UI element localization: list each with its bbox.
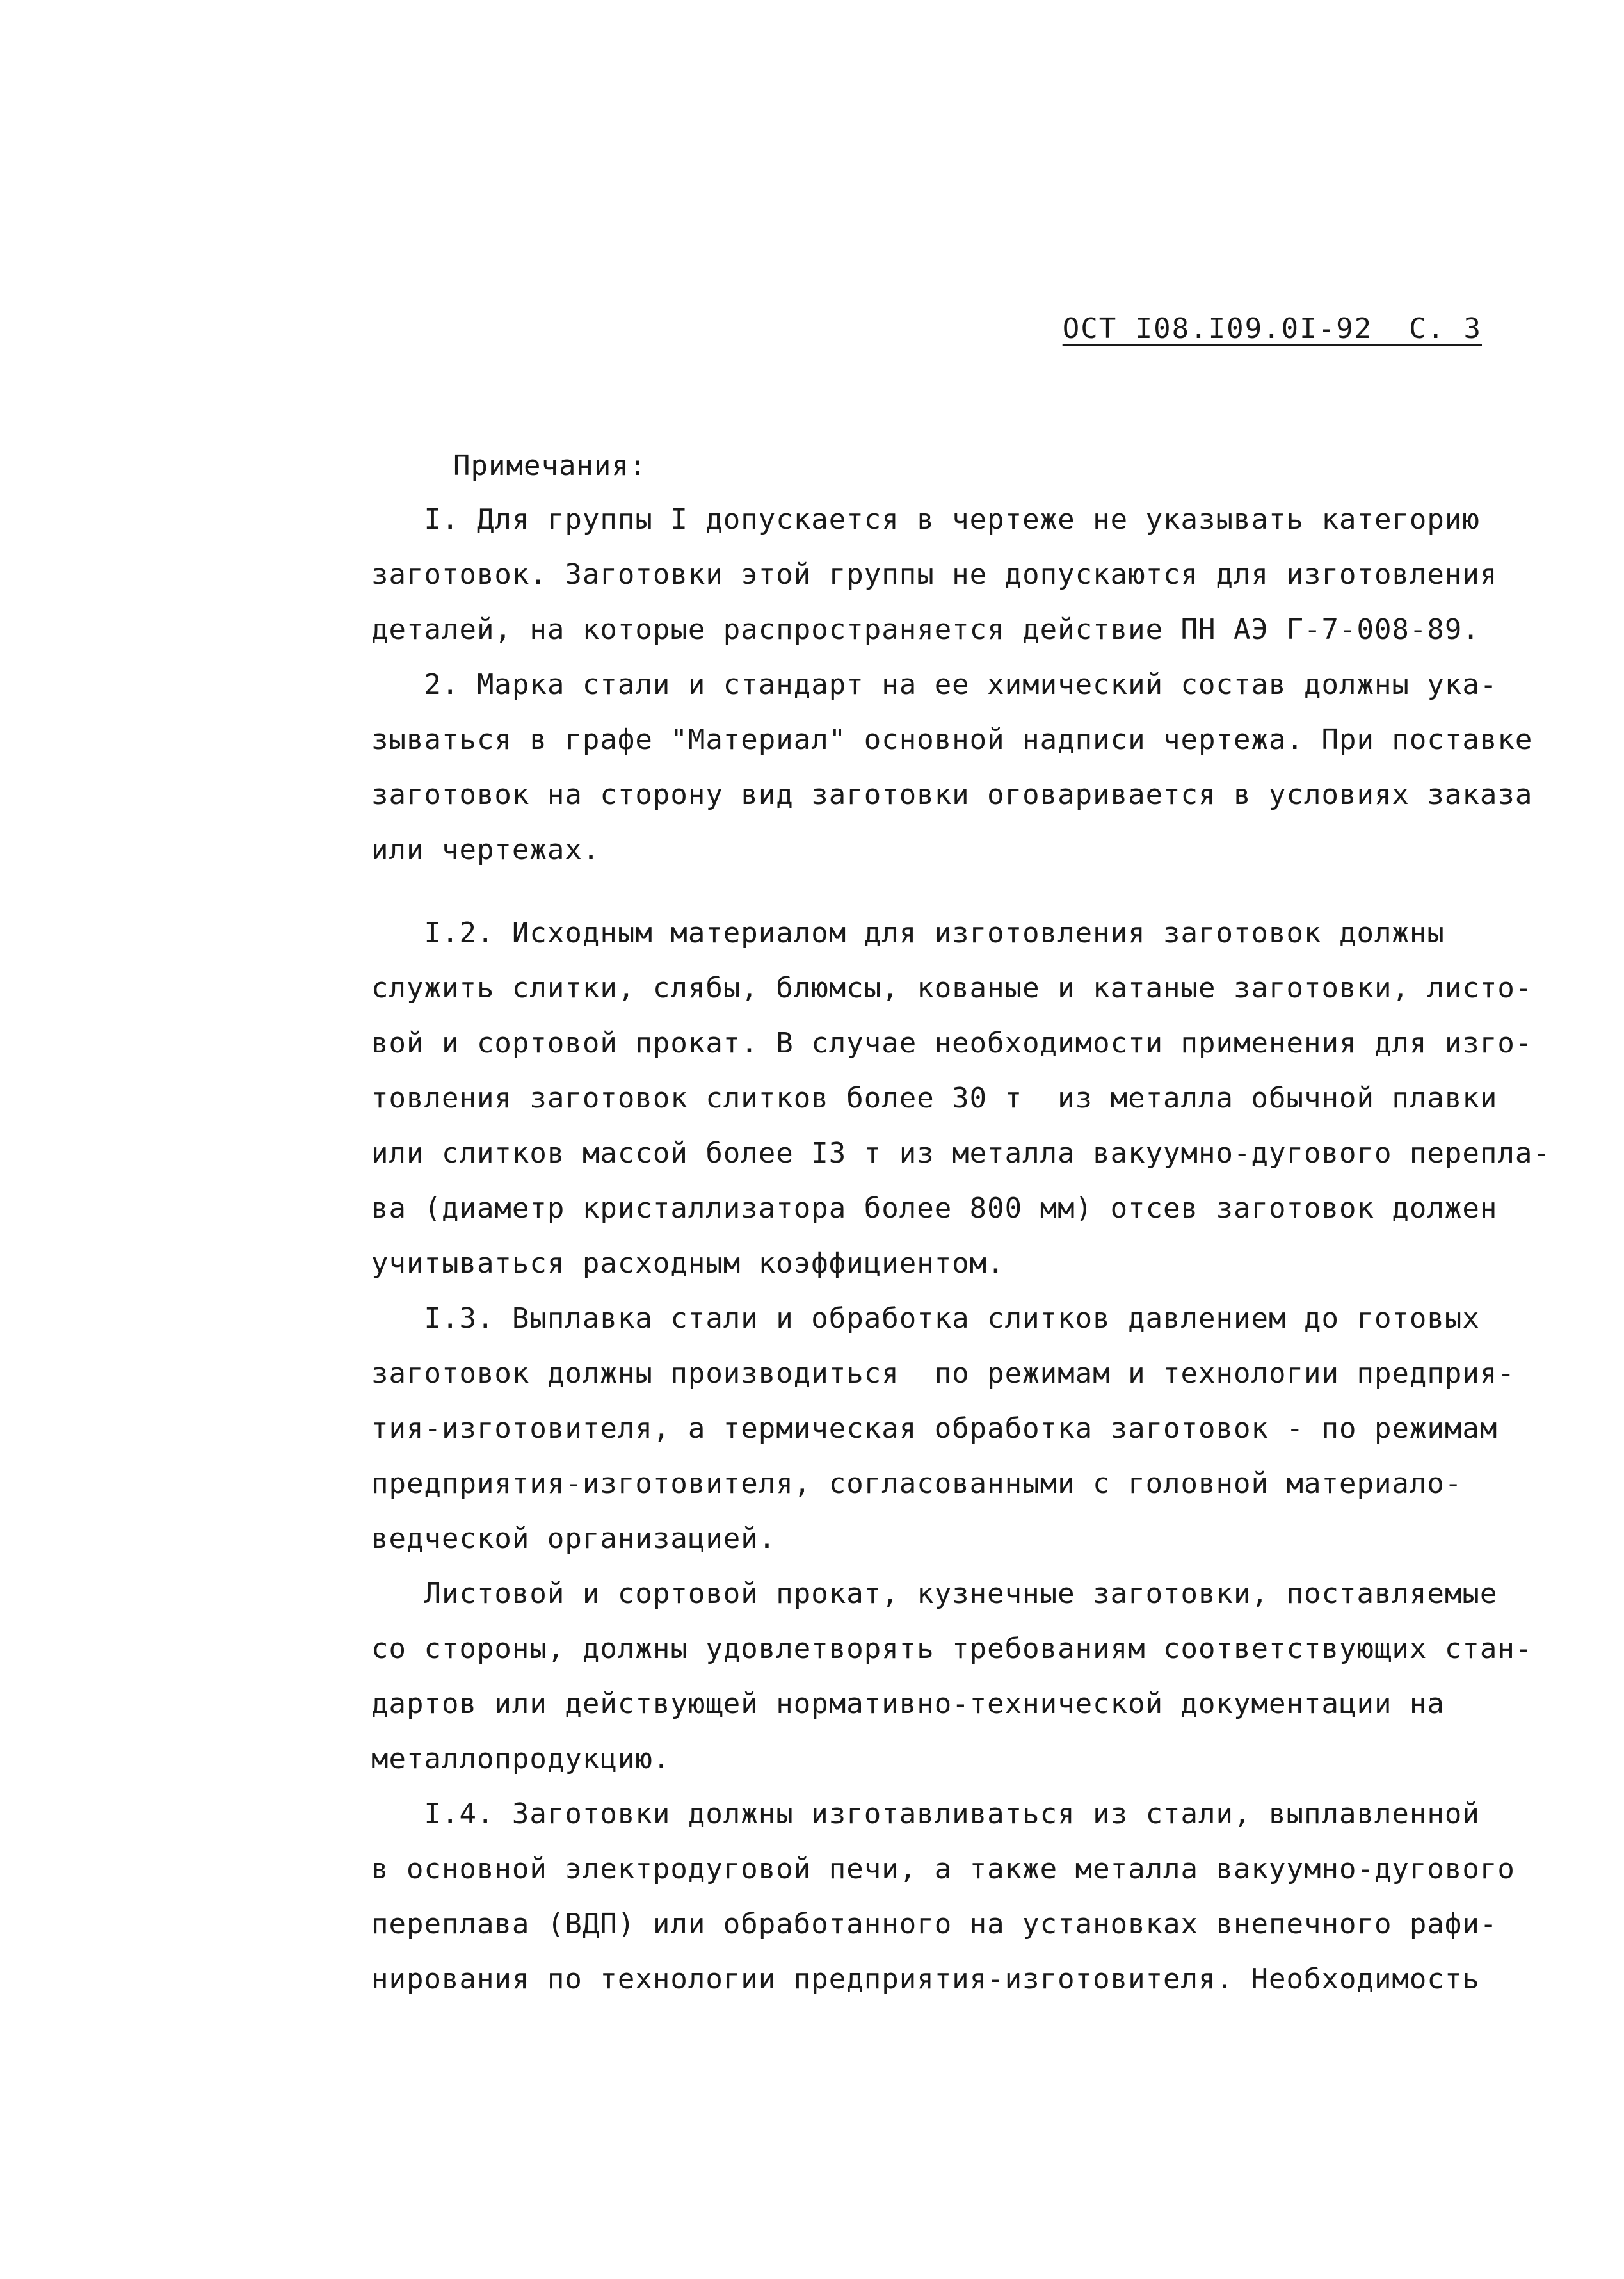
clause-1-4-line-1: I.4. Заготовки должны изготавливаться из стали, выплавленной: [371, 1798, 1480, 1830]
rolled-products-line-3: дартов или действующей нормативно-технической документации на: [371, 1687, 1445, 1720]
note-2-line-3: заготовок на сторону вид заготовки оговаривается в условиях заказа: [371, 778, 1533, 811]
clause-1-2-line-3: вой и сортовой прокат. В случае необходимости применения для изго-: [371, 1027, 1533, 1059]
note-2-line-1: 2. Марка стали и стандарт на ее химический состав должны ука-: [371, 668, 1498, 701]
note-1-line-1: I. Для группы I допускается в чертеже не указывать категорию: [371, 503, 1480, 536]
clause-1-3-line-2: заготовок должны производиться по режимам и технологии предприя-: [371, 1357, 1515, 1390]
note-2-line-2: зываться в графе "Материал" основной надписи чертежа. При поставке: [371, 723, 1533, 756]
clause-1-4-line-3: переплава (ВДП) или обработанного на установках внепечного рафи-: [371, 1908, 1498, 1940]
document-designation: ОСТ I08.I09.0I-92 С. 3: [1062, 312, 1482, 345]
clause-1-4-line-2: в основной электродуговой печи, а также металла вакуумно-дугового: [371, 1853, 1515, 1885]
clause-1-2-line-4: товления заготовок слитков более 30 т из металла обычной плавки: [371, 1082, 1498, 1115]
clause-1-2-line-7: учитываться расходным коэффициентом.: [371, 1247, 1005, 1280]
rolled-products-line-1: Листовой и сортовой прокат, кузнечные заготовки, поставляемые: [371, 1577, 1498, 1610]
clause-1-3-line-3: тия-изготовителя, а термическая обработка заготовок - по режимам: [371, 1412, 1498, 1445]
note-1-line-3: деталей, на которые распространяется действие ПН АЭ Г-7-008-89.: [371, 613, 1480, 646]
rolled-products-line-2: со стороны, должны удовлетворять требованиям соответствующих стан-: [371, 1632, 1533, 1665]
clause-1-3-line-1: I.3. Выплавка стали и обработка слитков давлением до готовых: [371, 1302, 1480, 1335]
clause-1-2-line-6: ва (диаметр кристаллизатора более 800 мм) отсев заготовок должен: [371, 1192, 1498, 1225]
rolled-products-line-4: металлопродукцию.: [371, 1743, 671, 1775]
clause-1-4-line-4: нирования по технологии предприятия-изготовителя. Необходимость: [371, 1963, 1480, 1995]
clause-1-2-line-5: или слитков массой более I3 т из металла вакуумно-дугового перепла-: [371, 1137, 1550, 1170]
clause-1-3-line-4: предприятия-изготовителя, согласованными с головной материало-: [371, 1467, 1463, 1500]
note-2-line-4: или чертежах.: [371, 833, 600, 866]
clause-1-2-line-1: I.2. Исходным материалом для изготовления заготовок должны: [371, 917, 1445, 949]
note-1-line-2: заготовок. Заготовки этой группы не допускаются для изготовления: [371, 558, 1498, 591]
clause-1-3-line-5: ведческой организацией.: [371, 1522, 776, 1555]
notes-title: Примечания:: [453, 449, 647, 482]
clause-1-2-line-2: служить слитки, слябы, блюмсы, кованые и катаные заготовки, листо-: [371, 972, 1533, 1004]
